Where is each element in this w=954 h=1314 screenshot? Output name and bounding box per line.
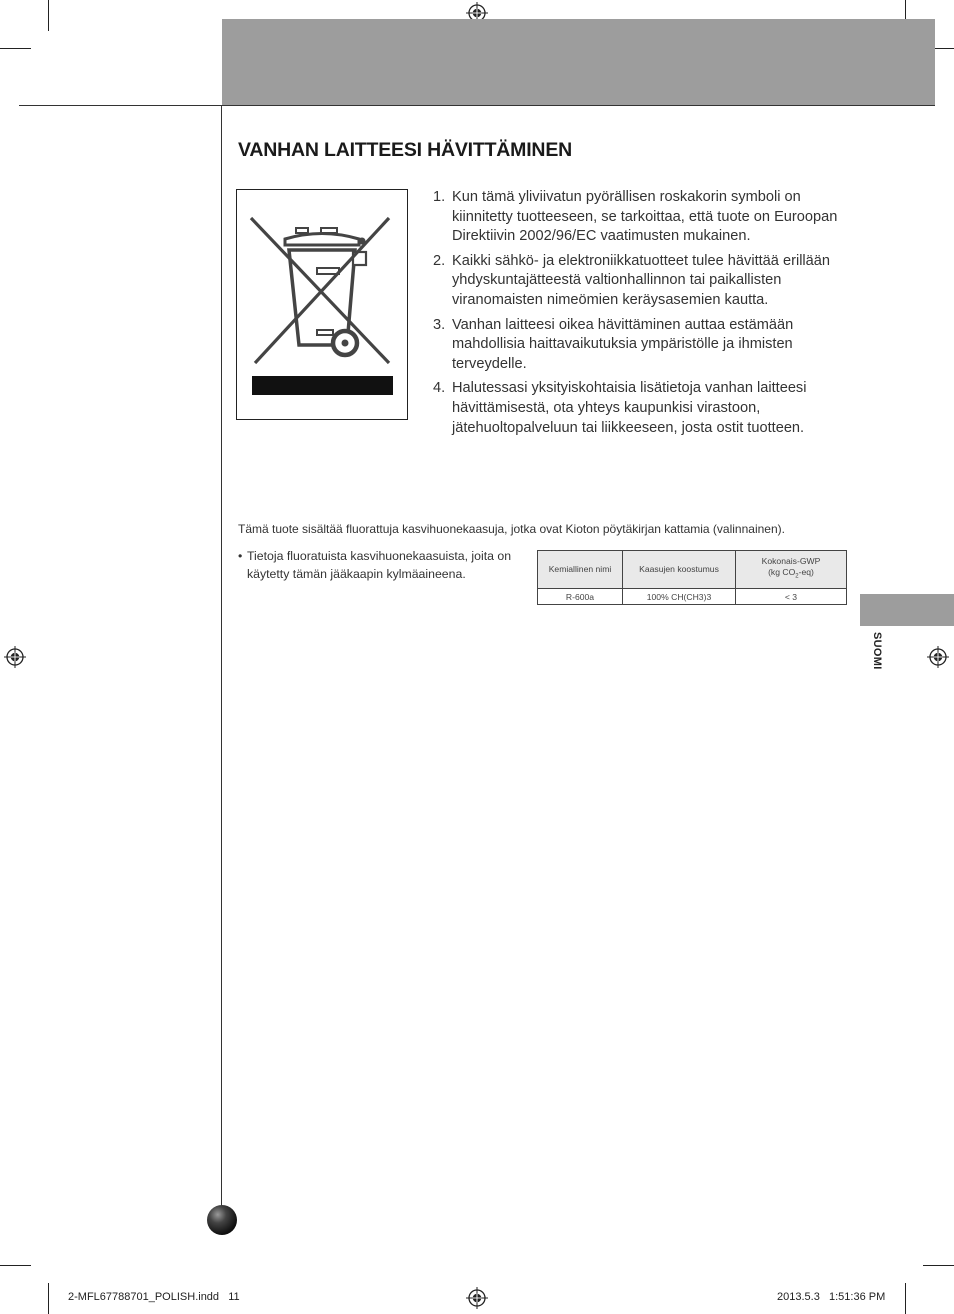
column-header: Kemiallinen nimi <box>538 551 623 589</box>
table-cell: < 3 <box>736 589 847 605</box>
table-cell: R-600a <box>538 589 623 605</box>
registration-mark-icon <box>466 1287 488 1309</box>
page-marker-ball <box>207 1205 237 1235</box>
margin-rule <box>221 105 222 1234</box>
registration-mark-icon <box>927 646 949 668</box>
crop-mark <box>48 0 49 31</box>
crop-mark <box>0 48 31 49</box>
crop-mark <box>905 1283 906 1314</box>
crop-mark <box>48 1283 49 1314</box>
side-tab <box>860 594 954 626</box>
crop-mark <box>0 1265 31 1266</box>
table-header-row <box>538 551 847 589</box>
footer-filename: 2-MFL67788701_POLISH.indd 11 <box>68 1291 240 1303</box>
bullet-text: Tietoja fluoratuista kasvihuonekaasuista, joita on käytetty tämän jääkaapin kylmäaineena. <box>247 549 512 581</box>
registration-mark-icon <box>4 646 26 668</box>
list-item: 2. Kaikki sähkö- ja elektroniikkatuotteet tulee hävittää erillään yhdyskuntajätteestä valtionhallinnon tai paikallisten viranomaisten nimeömien keräysasemien kautta. <box>433 252 831 308</box>
column-header: Kokonais-GWP (kg $CO_2-eq$) <box>736 551 847 589</box>
column-header: Kaasujen koostumus <box>623 551 736 589</box>
gwp-table <box>537 550 847 605</box>
table-row <box>538 589 847 605</box>
table-cell: 100% CH(CH3)3 <box>623 589 736 605</box>
weee-symbol-frame <box>236 189 408 420</box>
section-title: VANHAN LAITTEESI HÄVITTÄMINEN <box>238 139 573 161</box>
footer-timestamp: 2013.5.3 1:51:36 PM <box>777 1291 886 1303</box>
crop-mark <box>923 1265 954 1266</box>
bullet-item <box>238 548 523 583</box>
header-band <box>222 19 935 106</box>
gas-note: Tämä tuote sisältää fluorattuja kasvihuonekaasuja, jotka ovat Kioton pöytäkirjan kattamia (valinnainen). <box>238 522 785 536</box>
list-item: 1. Kun tämä yliviivatun pyörällisen roskakorin symboli on kiinnitetty tuotteeseen, se tarkoittaa, että tuote on Euroopan Direktiivin 2002/96/EC vaatimusten mukainen. <box>433 189 838 245</box>
list-item: 4. Halutessasi yksityiskohtaisia lisätietoja vanhan laitteesi hävittämisestä, ota yhteys kaupunkisi virastoon, jätehuoltopalveluun tai liikkeeseen, josta ostit tuotteen. <box>433 380 807 436</box>
instructions-list <box>433 188 845 443</box>
header-rule <box>19 105 935 106</box>
crossed-out-wheelie-bin-icon <box>237 190 407 419</box>
bullet-marker: • <box>238 549 243 563</box>
list-item: 3. Vanhan laitteesi oikea hävittäminen auttaa estämään mahdollisia haittavaikutuksia ympäristölle ja ihmisten terveydelle. <box>433 316 794 372</box>
